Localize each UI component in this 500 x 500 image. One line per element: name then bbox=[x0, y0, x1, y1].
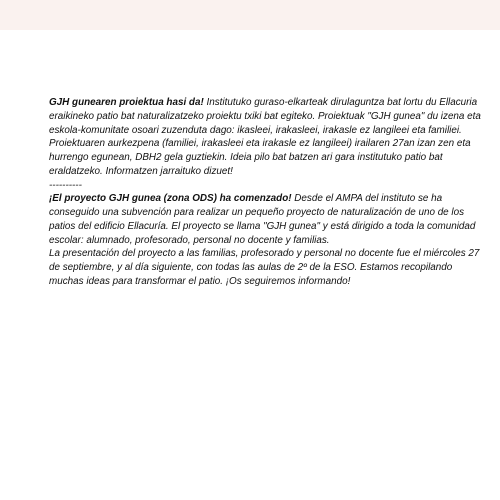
language-separator: ---------- bbox=[49, 179, 82, 191]
basque-intro-paragraph bbox=[49, 96, 487, 137]
basque-intro-text: Institutuko guraso-elkarteak dirulaguntza bat lortu du Ellacuria eraikineko patio bat naturalizatzeko proiektu txiki bat egiteko. Proiektuak "GJH gunea" du izena eta eskola-komunitate osoari zuzenduta dago: ikasleei, irakasleei, irakasle ez langileei eta familiei. bbox=[49, 97, 481, 136]
basque-presentation-paragraph: Proiektuaren aurkezpena (familiei, irakasleei eta irakasle ez langileei) irailaren 27an izan zen eta hurrengo egunean, DBH2 gela guztiekin. Ideia pilo bat batzen ari gara institutuko patio bat eraldatzeko. Informatzen jarraituko dizuet! bbox=[49, 138, 471, 177]
spanish-intro-paragraph bbox=[49, 192, 487, 247]
header-band bbox=[0, 0, 500, 30]
basque-headline: GJH gunearen proiektua hasi da! bbox=[49, 97, 204, 108]
spanish-presentation-paragraph: La presentación del proyecto a las familias, profesorado y personal no docente fue el miércoles 27 de septiembre, y al día siguiente, con todas las aulas de 2º de la ESO. Estamos recopilando muchas ideas para transformar el patio. ¡Os seguiremos informando! bbox=[49, 248, 480, 287]
spanish-headline: ¡El proyecto GJH gunea (zona ODS) ha comenzado! bbox=[49, 193, 292, 205]
post-body bbox=[49, 96, 487, 289]
spanish-intro-text: Desde el AMPA del instituto se ha conseguido una subvención para realizar un pequeño proyecto de naturalización de uno de los patios del edificio Ellacuría. El proyecto se llama "GJH gunea" y está dirigido a toda la comunidad escolar: alumnado, profesorado, personal no docente y familias. bbox=[49, 193, 476, 246]
